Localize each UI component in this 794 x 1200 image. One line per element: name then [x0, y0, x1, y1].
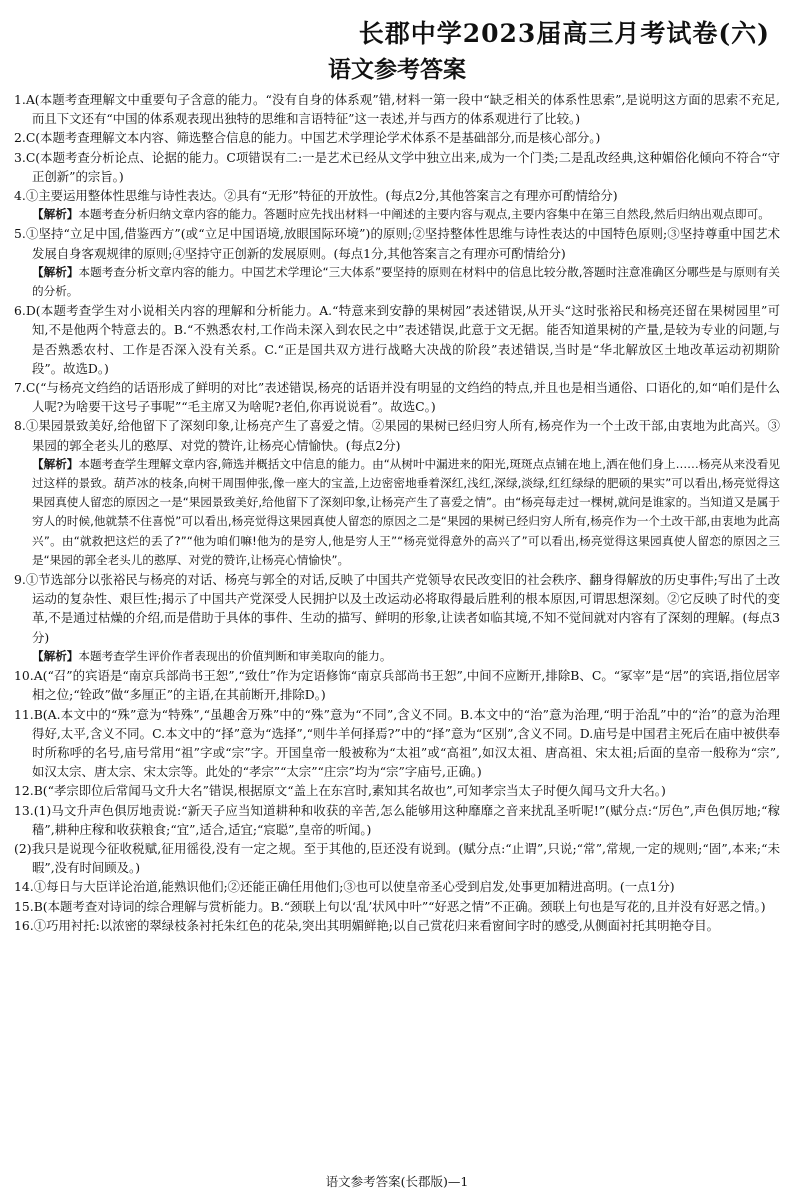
subject-title: 语文参考答案 — [328, 56, 466, 83]
analysis-note — [14, 647, 780, 666]
answer-item: 6.D(本题考查学生对小说相关内容的理解和分析能力。A.“特意来到安静的果树园”表述错误,从开头“这时张裕民和杨亮还留在果树园里”可知,不是他两个特意去的。B.“不熟悉农村,工作尚未深入到农民之中”表述错误,此意于文无据。能否知道果树的产量,是较为专业的问题,与是否熟悉农村、工作是否深入没有关系。C.“正是国共双方进行战略大决战的阶段”表述错误,当时是“华北解放区土地改革运动初期阶段”。故选D。) — [14, 303, 780, 376]
answer-item: 14.①每日与大臣详论治道,能熟识他们;②还能正确任用他们;③也可以使皇帝圣心受到启发,处事更加精进高明。(一点1分) — [14, 879, 675, 895]
analysis-tag: 【解析】 — [32, 648, 79, 663]
answer-item: 16.①巧用衬托:以浓密的翠绿枝条衬托朱红色的花朵,突出其明媚鲜艳;以自己赏花归来看窗间字时的感受,从侧面衬托其明艳夺目。 — [14, 917, 720, 933]
analysis-note — [14, 455, 780, 570]
answer-item: 3.C(本题考查分析论点、论据的能力。C项错误有二:一是艺术已经从文学中独立出来,成为一个门类;二是乱改经典,这种媚俗化倾向不符合“守正创新”的宗旨。) — [14, 149, 780, 184]
answer-item: 12.B(“孝宗即位后常闻马文升大名”错误,根据原文“盖上在东宫时,素知其名故也”,可知孝宗当太子时便久闻马文升大名。) — [14, 783, 666, 799]
answer-item: 7.C(“与杨亮文绉绉的话语形成了鲜明的对比”表述错误,杨亮的话语并没有明显的文绉绉的特点,并且也是相当通俗、口语化的,如“咱们是什么人呢?为啥要干这号子事呢”“毛主席又为啥呢?老伯,你再说说看”。故选C。) — [14, 380, 780, 415]
answer-list — [14, 90, 780, 935]
answer-item: 11.B(A.本文中的“殊”意为“特殊”,“虽趣舍万殊”中的“殊”意为“不同”,含义不同。B.本文中的“治”意为治理,“明于治乱”中的“治”的意为治理得好,太平,含义不同。C.本文中的“择”意为“选择”,“则牛羊何择焉?”中的“择”意为“区别”,含义不同。D.庙号是中国君主死后在庙中被供奉时所称呼的名号,庙号常用“祖”字或“宗”字。开国皇帝一般被称为“太祖”或“高祖”,如汉太祖、唐高祖、宋太祖;后面的皇帝一般称为“宗”,如汉太宗、唐太宗、宋太宗等。此处的“孝宗”“太宗”“庄宗”均为“宗”字庙号,正确。) — [14, 706, 780, 780]
analysis-text: 本题考查分析文章内容的能力。中国艺术学理论“三大体系”要坚持的原则在材料中的信息比较分散,答题时注意准确区分哪些是与原则有关的分析。 — [32, 264, 780, 299]
answer-item: 8.①果园景致美好,给他留下了深刻印象,让杨亮产生了喜爱之情。②果园的果树已经归穷人所有,杨亮作为一个土改干部,由衷地为此高兴。③果园的郭全老头儿的憨厚、对党的赞许,让杨亮心情愉快。(每点2分) — [14, 418, 780, 453]
answer-item: 10.A(“召”的宾语是“南京兵部尚书王恕”,“致仕”作为定语修饰“南京兵部尚书王恕”,中间不应断开,排除B、C。“冢宰”是“居”的宾语,指位居宰相之位;“铨政”做“多厘正”的主语,在其前断开,排除D。) — [14, 668, 780, 703]
analysis-note — [14, 205, 780, 224]
answer-item: 1.A(本题考查理解文中重要句子含意的能力。“没有自身的体系观”错,材料一第一段中“缺乏相关的体系性思索”,是说明这方面的思索不充足,而且下文还有“中国的体系观表现出独特的思维和言语特征”这一表述,并与西方的体系观进行了比较。) — [14, 92, 780, 127]
answer-item: 9.①节选部分以张裕民与杨亮的对话、杨亮与郭全的对话,反映了中国共产党领导农民改变旧的社会秩序、翻身得解放的历史事件;写出了土改运动的复杂性、艰巨性;揭示了中国共产党深受人民拥护以及土改运动必将取得最后胜利的根本原因,可谓思想深刻。②它反映了时代的变革,不是通过枯燥的介绍,而是借助于具体的事件、生动的描写、鲜明的形象,让读者如临其境,不知不觉间就对内容有了深刻的理解。(每点3分) — [14, 572, 780, 645]
analysis-text: 本题考查学生评价作者表现出的价值判断和审美取向的能力。 — [78, 648, 392, 663]
answer-item: 2.C(本题考查理解文本内容、筛选整合信息的能力。中国艺术学理论学术体系不是基础部分,而是核心部分。) — [14, 130, 601, 146]
answer-item: (2)我只是说现今征收税赋,征用徭役,没有一定之规。至于其他的,臣还没有说到。(赋分点:“止谓”,只说;“常”,常规,一定的规则;“固”,本来;“未暇”,没有时间顾及。) — [14, 840, 780, 876]
school-title: 长郡中学2023届高三月考试卷(六) — [358, 19, 770, 48]
answer-item: 4.①主要运用整体性思维与诗性表达。②具有“无形”特征的开放性。(每点2分,其他答案言之有理亦可酌情给分) — [14, 188, 618, 204]
answer-item: 15.B(本题考查对诗词的综合理解与赏析能力。B.“颈联上句以‘乱’状风中叶”“好恶之情”不正确。颈联上句也是写花的,且并没有好恶之情。) — [14, 898, 766, 914]
analysis-note — [14, 263, 780, 301]
answer-item: 13.(1)马文升声色俱厉地责说:“新天子应当知道耕种和收获的辛苦,怎么能够用这种靡靡之音来扰乱圣听呢!”(赋分点:“厉色”,声色俱厉地;“稼穑”,耕种庄稼和收获粮食;“宜”,适合,适宜;“宸聪”,皇帝的听闻。) — [14, 802, 780, 837]
page-footer: 语文参考答案(长郡版)—1 — [325, 1174, 469, 1189]
analysis-tag: 【解析】 — [32, 456, 79, 471]
analysis-tag: 【解析】 — [32, 207, 79, 222]
analysis-text: 本题考查学生理解文章内容,筛选并概括文中信息的能力。由“从树叶中漏进来的阳光,斑斑点点铺在地上,洒在他们身上……杨亮从来没看见过这样的景致。葫芦冰的枝条,向树干周围伸张,像一座大的宝盖,上边密密地垂着深红,浅红,深绿,淡绿,红红绿绿的肥硕的果实”可以看出,杨亮觉得这果园真使人留恋的原因之一是“果园景致美好,给他留下了深刻印象,让杨亮产生了喜爱之情”。由“杨亮每走过一棵树,就问是谁家的。当知道又是属于穷人的时候,他就禁不住喜悦”可以看出,杨亮觉得这果园真使人留恋的原因之二是“果园的果树已经归穷人所有,杨亮作为一个土改干部,由衷地为此高兴”。由“就救把这烂的丢了?”“他为咱们嘛!他为的是穷人,他是穷人王”“杨亮觉得意外的高兴了”可以看出,杨亮觉得这果园真使人留恋的原因之三是“果园的郭全老头儿的憨厚、对党的赞许,让杨亮心情愉快”。 — [32, 456, 780, 567]
analysis-tag: 【解析】 — [32, 264, 79, 279]
answer-item: 5.①坚持“立足中国,借鉴西方”(或“立足中国语境,放眼国际环境”)的原则;②坚持整体性思维与诗性表达的中国特色原则;③坚持尊重中国艺术发展自身客观规律的原则;④坚持守正创新的发展原则。(每点1分,其他答案言之有理亦可酌情给分) — [14, 226, 780, 261]
analysis-text: 本题考查分析归纳文章内容的能力。答题时应先找出材料一中阐述的主要内容与观点,主要内容集中在第三自然段,然后归纳出观点即可。 — [78, 207, 770, 222]
